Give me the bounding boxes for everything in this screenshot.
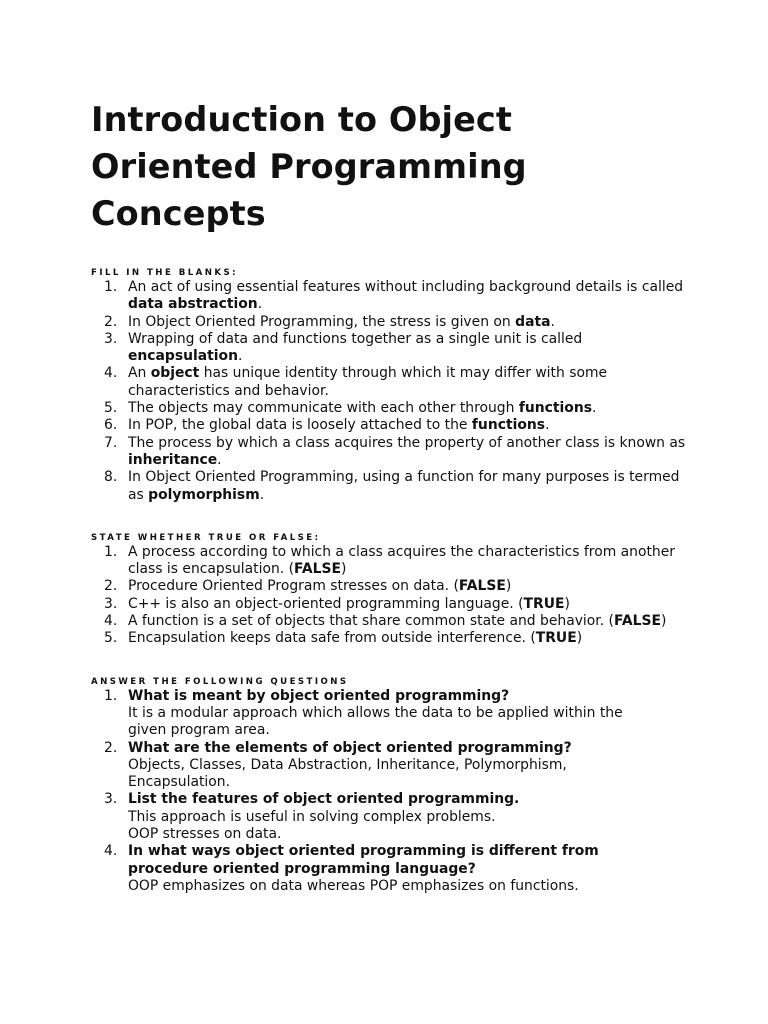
questions-heading: ANSWER THE FOLLOWING QUESTIONS [91,676,349,687]
list-item: 8. In Object Oriented Programming, using a function for many purposes is termed as polymorphism. [104,469,680,503]
list-item: 1. A process according to which a class acquires the characteristics from another class is encapsulation. (FALSE) [104,543,675,578]
answer-text: OOP emphasizes on data whereas POP emphasizes on functions. [128,877,579,894]
question-text: List the features of object oriented programming. [128,791,520,808]
question-text: In what ways object oriented programming is different from procedure oriented programming language? [128,843,599,877]
list-item: 4. A function is a set of objects that share common state and behavior. (FALSE) [104,613,667,630]
true-false-section [91,532,691,648]
list-item: 1. An act of using essential features without including background details is called data abstraction. [104,279,684,313]
questions-list [91,688,691,896]
answer-text: OOP stresses on data. [128,826,282,843]
page-title: Introduction to Object Oriented Programming Concepts [91,100,527,233]
list-item: 2. In Object Oriented Programming, the stress is given on data. [104,313,555,330]
page-content [91,96,691,895]
fill-blanks-list [91,279,691,504]
list-item: 3. C++ is also an object-oriented programming language. (TRUE) [104,595,570,612]
true-false-heading: STATE WHETHER TRUE OR FALSE: [91,532,321,543]
list-item: 4. An object has unique identity through which it may differ with some characteristics and behavior. [104,365,608,399]
fill-blanks-section [91,267,691,504]
answer-text: Objects, Classes, Data Abstraction, Inheritance, Polymorphism, Encapsulation. [128,756,567,791]
answer-text: It is a modular approach which allows the data to be applied within the given program area. [128,704,623,739]
list-item: 2. Procedure Oriented Program stresses on data. (FALSE) [104,578,512,595]
fill-blanks-heading: FILL IN THE BLANKS: [91,268,239,278]
list-item: 5. The objects may communicate with each other through functions. [104,400,597,417]
list-item: 6. In POP, the global data is loosely attached to the functions. [104,417,550,434]
list-item: 7. The process by which a class acquires the property of another class is known as inheritance. [104,434,686,468]
true-false-list [91,544,691,648]
list-item: 5. Encapsulation keeps data safe from outside interference. (TRUE) [104,630,583,647]
question-item: 1. What is meant by object oriented programming? It is a modular approach which allows the data to be applied within the given program area. [91,688,688,740]
question-text: What is meant by object oriented programming? [128,687,510,704]
answer-text: This approach is useful in solving complex problems. [128,808,496,825]
question-text: What are the elements of object oriented programming? [128,739,572,756]
questions-section [91,676,691,896]
list-item: 3. Wrapping of data and functions together as a single unit is called encapsulation. [104,330,583,365]
question-item: 3. List the features of object oriented programming. This approach is useful in solving complex problems. OOP stresses on data. [91,791,688,843]
question-item: 4. In what ways object oriented programming is different from procedure oriented programming language? OOP emphasizes on data whereas POP emphasizes on functions. [91,843,648,895]
question-item: 2. What are the elements of object oriented programming? Objects, Classes, Data Abstraction, Inheritance, Polymorphism, Encapsulation. [91,740,688,792]
